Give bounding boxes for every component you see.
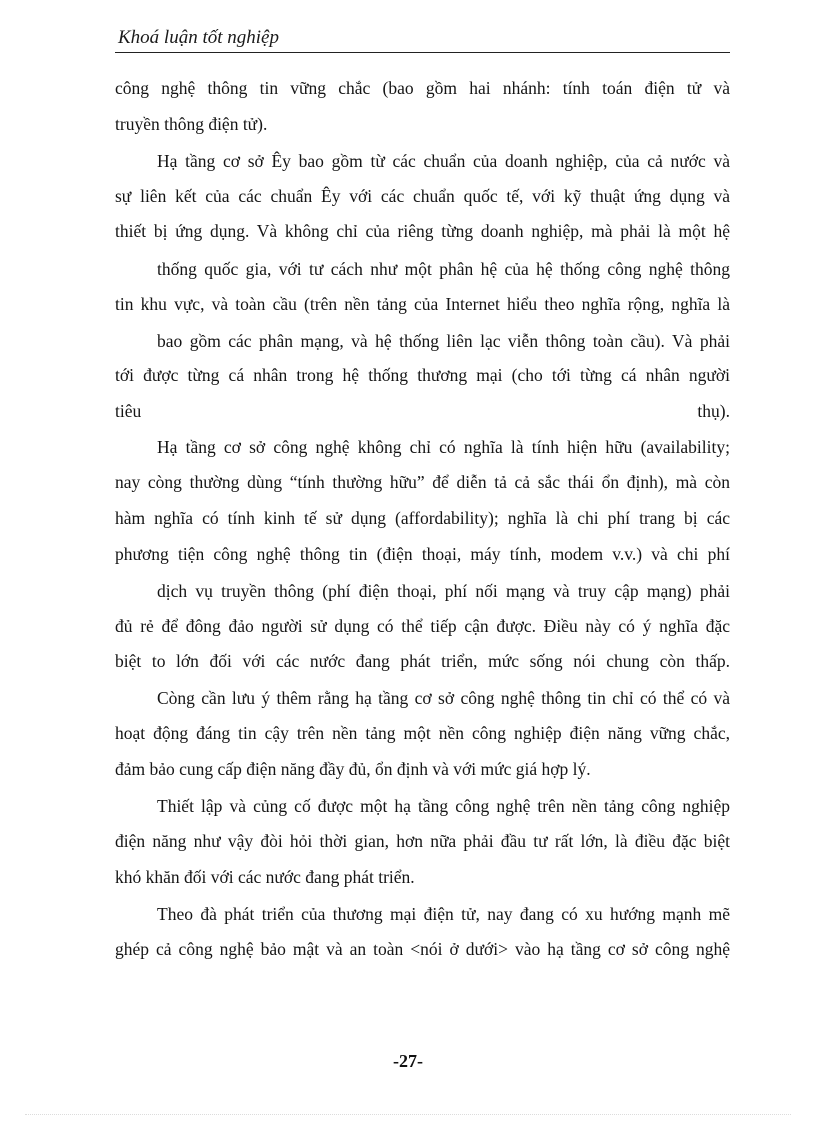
page-header — [115, 26, 730, 53]
text-line: Hạ tầng cơ sở Êy bao gồm từ các chuẩn của doanh nghiệp, của cả nước và — [157, 151, 730, 171]
text-line: đủ rẻ để đông đảo người sử dụng có thể tiếp cận được. Điều này có ý nghĩa đặc — [115, 616, 730, 636]
text-line: phương tiện công nghệ thông tin (điện thoại, máy tính, modem v.v.) và chi phí — [115, 544, 730, 564]
text-line: Thiết lập và củng cố được một hạ tầng công nghệ trên nền tảng công nghiệp — [157, 796, 730, 816]
page-number: -27- — [393, 1051, 423, 1071]
text-line: tới được từng cá nhân trong hệ thống thương mại (cho tới từng cá nhân người — [115, 365, 730, 385]
text-line: nay còng thường dùng “tính thường hữu” để diễn tả cả sắc thái ổn định), mà còn — [115, 472, 730, 492]
text-line: Theo đà phát triển của thương mại điện tử, nay đang có xu hướng mạnh mẽ — [157, 904, 730, 924]
text-line: hàm nghĩa có tính kinh tế sử dụng (affordability); nghĩa là chi phí trang bị các — [115, 508, 730, 528]
header-title: Khoá luận tốt nghiệp — [118, 27, 279, 48]
text-line: tin khu vực, và toàn cầu (trên nền tảng của Internet hiểu theo nghĩa rộng, nghĩa là — [115, 294, 730, 314]
line-end: thụ). — [697, 401, 730, 421]
page-bottom-divider — [25, 1114, 791, 1115]
text-line: Hạ tầng cơ sở công nghệ không chỉ có nghĩa là tính hiện hữu (availability; — [157, 437, 730, 457]
text-line: truyền thông điện tử). — [115, 114, 268, 134]
text-line: dịch vụ truyền thông (phí điện thoại, phí nối mạng và truy cập mạng) phải — [157, 581, 730, 601]
text-line — [115, 400, 730, 422]
text-line: công nghệ thông tin vững chắc (bao gồm hai nhánh: tính toán điện tử và — [115, 78, 730, 98]
text-line: hoạt động đáng tin cậy trên nền tảng một nền công nghiệp điện năng vững chắc, — [115, 723, 730, 743]
text-line: thống quốc gia, với tư cách như một phân hệ của hệ thống công nghệ thông — [157, 259, 730, 279]
line-start: tiêu — [115, 401, 142, 421]
text-line: khó khăn đối với các nước đang phát triển. — [115, 867, 415, 887]
text-line: Còng cần lưu ý thêm rằng hạ tầng cơ sở công nghệ thông tin chỉ có thể có và — [157, 688, 730, 708]
text-line: thiết bị ứng dụng. Và không chỉ của riêng từng doanh nghiệp, mà phải là một hệ — [115, 221, 730, 241]
text-line: ghép cả công nghệ bảo mật và an toàn <nói ở dưới> vào hạ tầng cơ sở công nghệ — [115, 939, 730, 959]
text-line: sự liên kết của các chuẩn Êy với các chuẩn quốc tế, với kỹ thuật ứng dụng và — [115, 186, 730, 206]
text-line: bao gồm các phân mạng, và hệ thống liên lạc viễn thông toàn cầu). Và phải — [157, 331, 730, 351]
text-line: đảm bảo cung cấp điện năng đầy đủ, ổn định và với mức giá hợp lý. — [115, 759, 591, 779]
text-line: biệt to lớn đối với các nước đang phát triển, mức sống nói chung còn thấp. — [115, 651, 730, 671]
text-line: điện năng như vậy đòi hỏi thời gian, hơn nữa phải đầu tư rất lớn, là điều đặc biệt — [115, 831, 730, 851]
